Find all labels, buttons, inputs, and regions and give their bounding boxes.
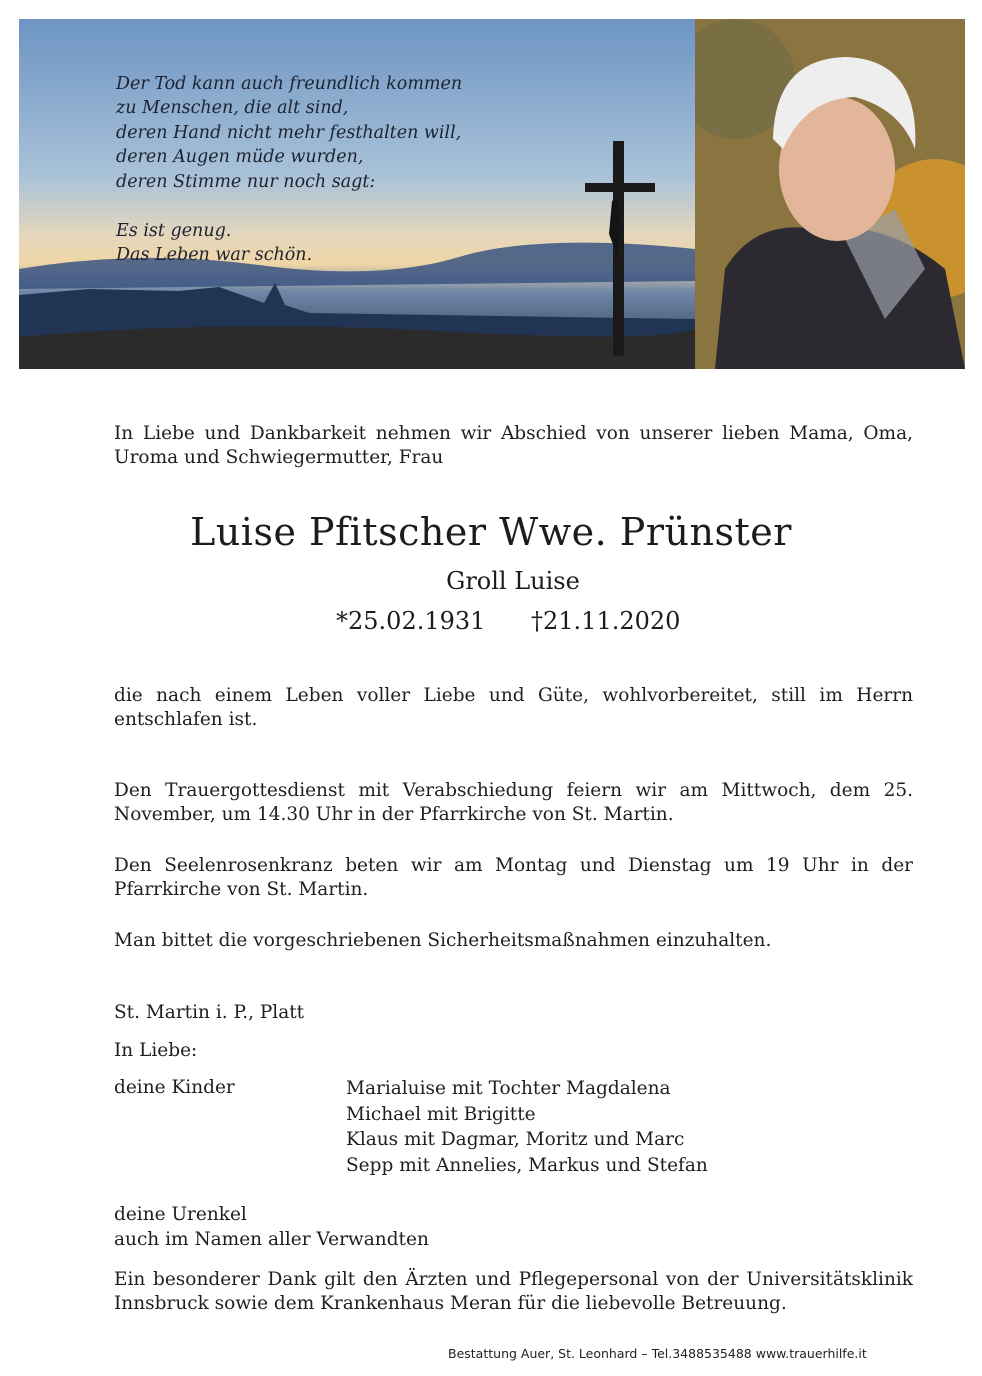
poem-line: Das Leben war schön. (116, 245, 313, 265)
deceased-name: Luise Pfitscher Wwe. Prünster (190, 510, 792, 554)
poem-line: deren Augen müde wurden, (116, 147, 364, 167)
list-item: Klaus mit Dagmar, Moritz und Marc (346, 1129, 685, 1150)
poem-line: deren Hand nicht mehr festhalten will, (116, 122, 462, 143)
poem-line: deren Stimme nur noch sagt: (116, 171, 376, 192)
children-label: deine Kinder (114, 1077, 235, 1098)
relatives-line: auch im Namen aller Verwandten (114, 1229, 429, 1250)
poem-line: Der Tod kann auch freundlich kommen (116, 73, 463, 94)
landscape-photo (19, 19, 695, 369)
poem-line: zu Menschen, die alt sind, (116, 98, 349, 118)
poem-line: Es ist genug. (116, 220, 232, 241)
poem-line (116, 194, 462, 219)
safety-notice: Man bittet die vorgeschriebenen Sicherheitsmaßnahmen einzuhalten. (114, 930, 772, 951)
list-item: Sepp mit Annelies, Markus und Stefan (346, 1154, 708, 1176)
in-love-line: In Liebe: (114, 1040, 198, 1061)
list-item: Michael mit Brigitte (346, 1103, 536, 1125)
thanks-text: Ein besonderer Dank gilt den Ärzten und Pflegepersonal von der Universitätsklinik Innsbruck sowie dem Krankenhaus Meran für die liebevolle Betreuung. (114, 1269, 913, 1314)
death-date: †21.11.2020 (531, 607, 681, 635)
place-line: St. Martin i. P., Platt (114, 1002, 305, 1023)
intro-text: In Liebe und Dankbarkeit nehmen wir Abschied von unserer lieben Mama, Oma, Uroma und Schwiegermutter, Frau (114, 423, 913, 468)
funeral-home-footer: Bestattung Auer, St. Leonhard – Tel.3488535488 www.trauerhilfe.it (448, 1346, 867, 1361)
rosary-text: Den Seelenrosenkranz beten wir am Montag und Dienstag um 19 Uhr in der Pfarrkirche von St. Martin. (114, 855, 913, 900)
passing-text: die nach einem Leben voller Liebe und Güte, wohlvorbereitet, still im Herrn entschlafen ist. (114, 685, 913, 730)
portrait-photo (695, 19, 965, 369)
maiden-name: Groll Luise (446, 567, 580, 595)
children-list (346, 1076, 708, 1178)
portrait-illustration (695, 19, 965, 369)
list-item: Marialuise mit Tochter Magdalena (346, 1078, 671, 1099)
service-text: Den Trauergottesdienst mit Verabschiedung feiern wir am Mittwoch, dem 25. November, um 14.30 Uhr in der Pfarrkirche von St. Martin. (114, 780, 913, 825)
header-images (19, 19, 965, 369)
birth-date: *25.02.1931 (336, 607, 486, 635)
great-grandchildren-line: deine Urenkel (114, 1204, 247, 1225)
memorial-poem (116, 47, 462, 317)
